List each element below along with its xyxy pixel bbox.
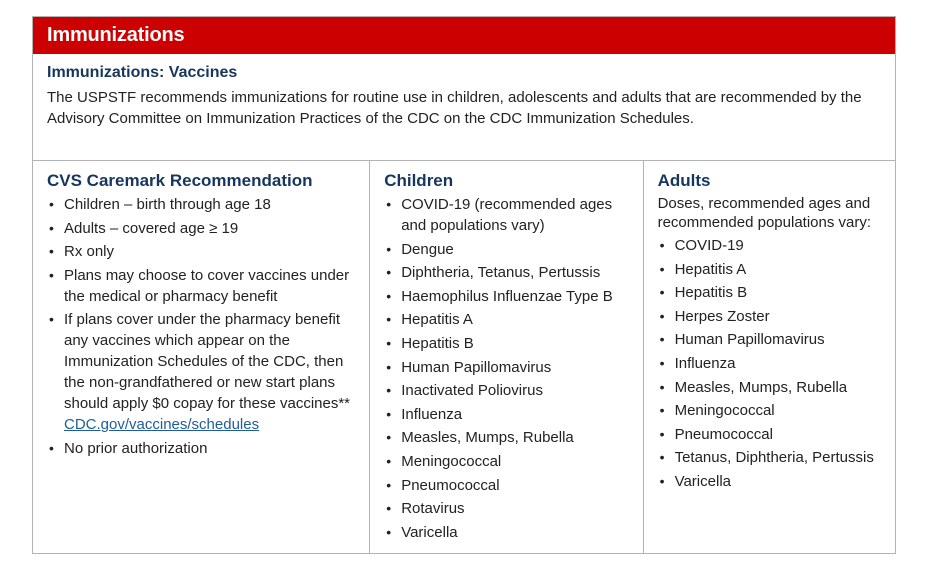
list-item: • Hepatitis B — [384, 333, 628, 354]
list-item: • Hepatitis A — [658, 259, 881, 280]
list-item: • Meningococcal — [384, 451, 628, 472]
children-column — [370, 161, 643, 553]
children-title: Children — [384, 171, 454, 190]
adults-title: Adults — [657, 171, 711, 190]
list-item: • Pneumococcal — [384, 475, 628, 496]
caremark-column — [33, 161, 370, 553]
list-item: • Human Papillomavirus — [658, 329, 881, 350]
adults-column — [644, 161, 895, 553]
list-item: • Influenza — [384, 404, 628, 425]
list-item: • Hepatitis A — [384, 309, 628, 330]
list-item: • Hepatitis B — [658, 282, 881, 303]
list-item: • Varicella — [384, 522, 628, 543]
list-item: • Varicella — [658, 471, 881, 492]
list-item: • Dengue — [384, 239, 628, 260]
list-item: • Influenza — [658, 353, 881, 374]
list-item: • Measles, Mumps, Rubella — [384, 427, 628, 448]
list-item: • COVID-19 — [658, 235, 881, 256]
section-title: Immunizations — [47, 24, 185, 46]
adults-note: Doses, recommended ages and recommended populations vary: — [657, 195, 872, 231]
list-item: • Plans may choose to cover vaccines under the medical or pharmacy benefit — [47, 265, 355, 307]
intro-title: Immunizations: Vaccines — [47, 64, 238, 81]
list-item: • Diphtheria, Tetanus, Pertussis — [384, 262, 628, 283]
list-item: • Adults – covered age ≥ 19 — [47, 218, 355, 239]
children-list — [384, 194, 628, 543]
cdc-schedules-link[interactable]: CDC.gov/vaccines/schedules — [64, 416, 260, 434]
list-item: • Measles, Mumps, Rubella — [658, 377, 881, 398]
list-item: • Tetanus, Diphtheria, Pertussis — [658, 447, 881, 468]
immunizations-card — [32, 16, 896, 554]
recommendation-columns — [33, 161, 895, 553]
caremark-title: CVS Caremark Recommendation — [47, 171, 313, 190]
intro-text: The USPSTF recommends immunizations for routine use in children, adolescents and adults that are recommended by the Advisory Committee on Immunization Practices of the CDC on the CDC Immunization Schedules. — [47, 89, 862, 127]
list-item: • Human Papillomavirus — [384, 357, 628, 378]
list-item: • Haemophilus Influenzae Type B — [384, 286, 628, 307]
list-item: • Pneumococcal — [658, 424, 881, 445]
caremark-list — [47, 194, 355, 459]
list-item: • Meningococcal — [658, 400, 881, 421]
list-item: • Inactivated Poliovirus — [384, 380, 628, 401]
list-item: • Herpes Zoster — [658, 306, 881, 327]
list-item: • No prior authorization — [47, 438, 355, 459]
list-item-text: If plans cover under the pharmacy benefit any vaccines which appear on the Immunization Schedules of the CDC, then the non-grandfathered or new start plans should apply $0 copay for these vaccines** — [64, 311, 351, 413]
list-item — [47, 309, 355, 435]
list-item: • Rx only — [47, 241, 355, 262]
list-item: • Rotavirus — [384, 498, 628, 519]
list-item: • Children – birth through age 18 — [47, 194, 355, 215]
list-item: • COVID-19 (recommended ages and populations vary) — [384, 194, 628, 236]
intro-section — [33, 54, 895, 161]
adults-list — [658, 235, 881, 492]
header-bar — [33, 17, 895, 54]
